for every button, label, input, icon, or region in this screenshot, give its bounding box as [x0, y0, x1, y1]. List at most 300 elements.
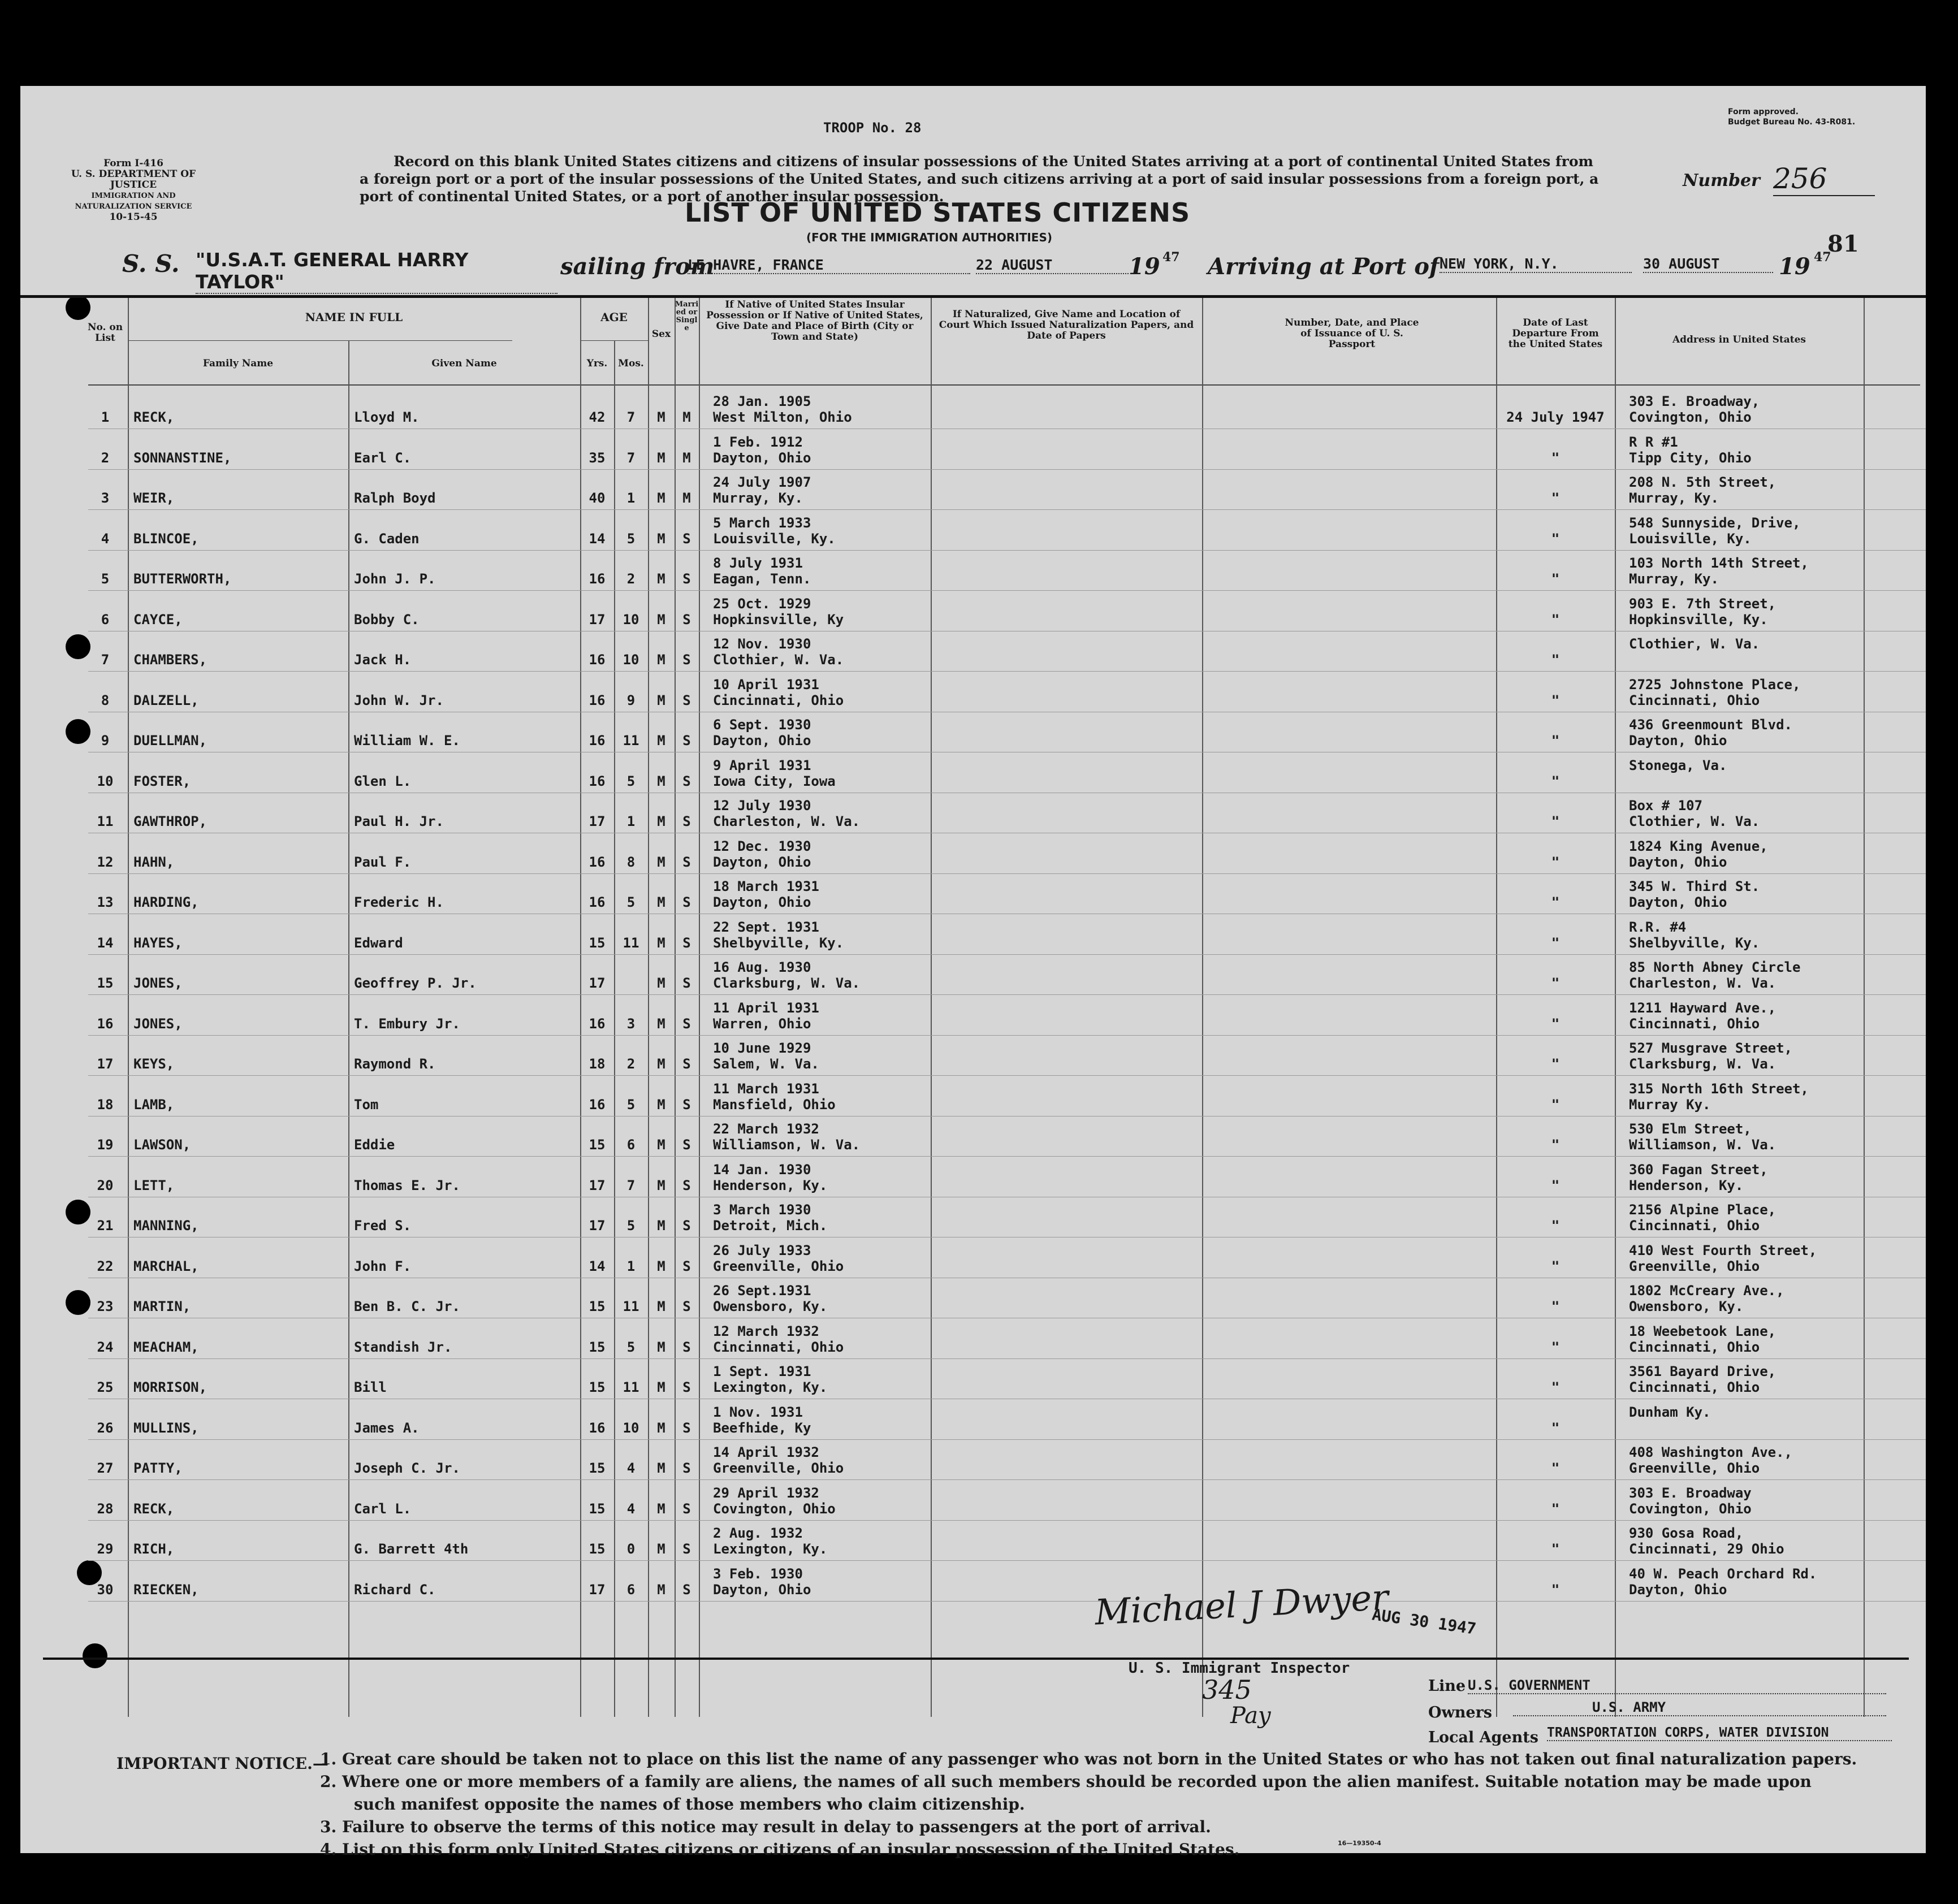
cell-departure: "	[1551, 530, 1560, 547]
cell-addr2: Hopkinsville, Ky.	[1629, 611, 1768, 628]
cell-departure: "	[1551, 1015, 1560, 1032]
cell-addr1: 436 Greenmount Blvd.	[1629, 717, 1792, 733]
cell-family: HAYES,	[133, 934, 183, 951]
cell-no: 25	[97, 1379, 114, 1395]
punch-hole	[66, 295, 90, 320]
cell-mos: 10	[623, 652, 639, 668]
cell-family: LAMB,	[133, 1096, 175, 1113]
cell-birth2: Dayton, Ohio	[713, 449, 811, 466]
cell-yrs: 14	[589, 1258, 606, 1274]
cell-addr2: Williamson, W. Va.	[1629, 1137, 1777, 1153]
cell-mos: 11	[623, 1379, 639, 1395]
cell-given: Bobby C.	[354, 611, 420, 628]
passenger-table	[20, 389, 1926, 1604]
cell-addr1: 40 W. Peach Orchard Rd.	[1629, 1565, 1817, 1582]
cell-birth2: Dayton, Ohio	[713, 1581, 811, 1598]
cell-birth1: 14 April 1932	[713, 1444, 819, 1460]
cell-sex: M	[657, 530, 665, 547]
cell-addr1: 1802 McCreary Ave.,	[1629, 1283, 1784, 1299]
cell-family: RICH,	[133, 1541, 175, 1557]
inspector-signature: Michael J Dwyer	[1093, 1576, 1390, 1633]
cell-departure: "	[1551, 1258, 1560, 1274]
sail-year: 47	[1162, 250, 1180, 265]
cell-no: 20	[97, 1177, 114, 1193]
cell-birth1: 2 Aug. 1932	[713, 1525, 803, 1541]
cell-no: 7	[101, 652, 110, 668]
cell-no: 28	[97, 1500, 114, 1517]
cell-departure: "	[1551, 449, 1560, 466]
cell-yrs: 16	[589, 1096, 606, 1113]
cell-given: Paul F.	[354, 854, 412, 870]
cell-given: Joseph C. Jr.	[354, 1460, 460, 1476]
cell-sex: M	[657, 409, 665, 425]
col-header-sex: Sex	[651, 328, 671, 340]
cell-no: 18	[97, 1096, 114, 1113]
cell-departure: "	[1551, 894, 1560, 910]
cell-addr2: Murray, Ky.	[1629, 571, 1719, 587]
passenger-row	[20, 389, 1926, 429]
cell-birth1: 14 Jan. 1930	[713, 1161, 811, 1178]
cell-addr1: 360 Fagan Street,	[1629, 1161, 1768, 1178]
passenger-row	[20, 510, 1926, 551]
cell-addr2: Dayton, Ohio	[1629, 1581, 1727, 1598]
manifest-sheet	[20, 86, 1926, 1859]
ship-name: "U.S.A.T. GENERAL HARRY TAYLOR"	[196, 249, 557, 294]
cell-no: 13	[97, 894, 114, 910]
cell-family: HARDING,	[133, 894, 199, 910]
cell-yrs: 15	[589, 1460, 606, 1476]
cell-birth2: Cincinnati, Ohio	[713, 692, 844, 708]
cell-family: FOSTER,	[133, 773, 191, 789]
cell-sex: M	[657, 894, 665, 910]
cell-birth1: 3 March 1930	[713, 1202, 811, 1218]
cell-birth1: 10 June 1929	[713, 1040, 811, 1056]
passenger-row	[20, 672, 1926, 712]
cell-addr1: R.R. #4	[1629, 919, 1687, 935]
passenger-row	[20, 874, 1926, 914]
notice-item: 1. Great care should be taken not to place on this list the name of any passenger who was not born in the United States or who has not taken out final naturalization papers.	[320, 1750, 1857, 1768]
cell-departure: "	[1551, 1541, 1560, 1557]
cell-birth2: Williamson, W. Va.	[713, 1137, 861, 1153]
cell-departure: "	[1551, 1096, 1560, 1113]
name-header-rule	[128, 340, 512, 341]
cell-yrs: 17	[589, 975, 606, 991]
cell-addr2: Dayton, Ohio	[1629, 894, 1727, 910]
cell-birth2: Eagan, Tenn.	[713, 571, 811, 587]
cell-no: 2	[101, 449, 110, 466]
cell-birth1: 22 March 1932	[713, 1121, 819, 1137]
cell-sex: M	[657, 854, 665, 870]
cell-addr2: Cincinnati, 29 Ohio	[1629, 1541, 1784, 1557]
cell-ms: S	[682, 692, 691, 708]
cell-departure: "	[1551, 571, 1560, 587]
cell-addr2: Clothier, W. Va.	[1629, 813, 1760, 829]
cell-yrs: 16	[589, 692, 606, 708]
cell-given: Jack H.	[354, 652, 412, 668]
cell-mos: 5	[626, 1339, 636, 1355]
col-header-given: Given Name	[431, 358, 497, 369]
cell-family: HAHN,	[133, 854, 175, 870]
passenger-row	[20, 996, 1926, 1036]
cell-birth2: Hopkinsville, Ky	[713, 611, 844, 628]
cell-given: William W. E.	[354, 733, 460, 748]
cell-given: Bill	[354, 1379, 387, 1395]
record-instructions: Record on this blank United States citizens and citizens of insular possessions of the United States arriving at a port of continental United States from a foreign port or a port of the insular possessions of the United States, and such citizens arriving at a port of said insular possessions from a foreign port, a port of continental United States, or a port of another insular possession.	[360, 153, 1599, 205]
cell-mos: 7	[626, 449, 636, 466]
cell-family: RIECKEN,	[133, 1581, 199, 1598]
cell-given: Carl L.	[354, 1500, 412, 1517]
cell-family: JONES,	[133, 975, 183, 991]
cell-given: Ben B. C. Jr.	[354, 1299, 460, 1314]
cell-sex: M	[657, 1096, 665, 1113]
passenger-row	[20, 1238, 1926, 1278]
owners-label: Owners	[1428, 1704, 1492, 1721]
cell-addr2: Shelbyville, Ky.	[1629, 934, 1760, 951]
cell-sex: M	[657, 490, 665, 506]
cell-addr2: Murray, Ky.	[1629, 490, 1719, 506]
cell-departure: "	[1551, 1420, 1560, 1436]
cell-birth1: 24 July 1907	[713, 474, 811, 490]
cell-addr2: Greenville, Ohio	[1629, 1460, 1760, 1476]
cell-family: BUTTERWORTH,	[133, 571, 232, 587]
notice-item: such manifest opposite the names of those members who claim citizenship.	[354, 1795, 1025, 1814]
cell-yrs: 16	[589, 733, 606, 748]
cell-mos: 5	[626, 1218, 636, 1234]
cell-given: Ralph Boyd	[354, 490, 436, 506]
cell-family: MEACHAM,	[133, 1339, 199, 1355]
arriving-label: Arriving at Port of	[1208, 253, 1440, 280]
cell-departure: "	[1551, 611, 1560, 628]
print-code: 16—19350-4	[1338, 1840, 1381, 1847]
passenger-row	[20, 915, 1926, 955]
passenger-row	[20, 1319, 1926, 1359]
cell-addr2: Covington, Ohio	[1629, 1500, 1752, 1517]
cell-ms: M	[682, 449, 691, 466]
cell-mos: 7	[626, 1177, 636, 1193]
cell-no: 19	[97, 1137, 114, 1153]
cell-sex: M	[657, 1056, 665, 1072]
cell-addr1: Dunham Ky.	[1629, 1404, 1711, 1420]
cell-addr1: 530 Elm Street,	[1629, 1121, 1752, 1137]
cell-birth1: 9 April 1931	[713, 757, 811, 773]
cell-mos: 11	[623, 733, 639, 748]
col-header-married: Married or Single	[675, 300, 699, 332]
cell-birth1: 18 March 1931	[713, 879, 819, 894]
cell-no: 27	[97, 1460, 114, 1476]
cell-given: T. Embury Jr.	[354, 1015, 460, 1032]
cell-addr2: Cincinnati, Ohio	[1629, 1339, 1760, 1355]
arrival-stamp: AUG 30 1947	[1371, 1605, 1477, 1638]
cell-birth2: Detroit, Mich.	[713, 1218, 828, 1234]
cell-mos: 7	[626, 409, 636, 425]
cell-ms: S	[682, 1177, 691, 1193]
cell-addr2: Greenville, Ohio	[1629, 1258, 1760, 1274]
cell-family: BLINCOE,	[133, 530, 199, 547]
cell-ms: S	[682, 934, 691, 951]
cell-departure: "	[1551, 1218, 1560, 1234]
arrival-year: 47	[1814, 250, 1831, 265]
owners-value: U.S. ARMY	[1513, 1699, 1886, 1716]
notice-item: 4. List on this form only United States citizens or citizens of an insular possession of the United States.	[320, 1840, 1240, 1859]
passenger-row	[20, 1561, 1926, 1602]
line-label: Line	[1428, 1677, 1466, 1695]
cell-no: 12	[97, 854, 114, 870]
cell-ms: S	[682, 1460, 691, 1476]
cell-addr1: 103 North 14th Street,	[1629, 555, 1809, 571]
cell-departure: "	[1551, 854, 1560, 870]
cell-ms: S	[682, 1218, 691, 1234]
cell-family: LAWSON,	[133, 1137, 191, 1153]
cell-addr1: 1824 King Avenue,	[1629, 838, 1768, 854]
cell-given: John W. Jr.	[354, 692, 444, 708]
col-header-family: Family Name	[202, 358, 274, 369]
cell-birth2: Salem, W. Va.	[713, 1056, 819, 1072]
cell-no: 1	[101, 409, 110, 425]
cell-birth1: 3 Feb. 1930	[713, 1565, 803, 1582]
cell-birth2: Dayton, Ohio	[713, 733, 811, 748]
cell-birth1: 25 Oct. 1929	[713, 595, 811, 612]
cell-given: John F.	[354, 1258, 412, 1274]
cell-ms: S	[682, 571, 691, 587]
cell-birth1: 26 July 1933	[713, 1242, 811, 1258]
cell-birth2: Dayton, Ohio	[713, 854, 811, 870]
cell-birth2: Henderson, Ky.	[713, 1177, 828, 1193]
cell-addr1: 85 North Abney Circle	[1629, 959, 1801, 975]
cell-addr1: 315 North 16th Street,	[1629, 1080, 1809, 1097]
cell-birth1: 12 Nov. 1930	[713, 636, 811, 652]
cell-sex: M	[657, 611, 665, 628]
cell-birth1: 1 Sept. 1931	[713, 1364, 811, 1379]
cell-given: Paul H. Jr.	[354, 813, 444, 829]
cell-sex: M	[657, 1339, 665, 1355]
passenger-row	[20, 1157, 1926, 1197]
cell-yrs: 17	[589, 1218, 606, 1234]
cell-yrs: 15	[589, 1299, 606, 1314]
cell-no: 9	[101, 733, 110, 748]
col-header-address: Address in United States	[1672, 334, 1806, 345]
cell-departure: "	[1551, 733, 1560, 748]
cell-departure: "	[1551, 1056, 1560, 1072]
cell-family: DALZELL,	[133, 692, 199, 708]
cell-no: 15	[97, 975, 114, 991]
notice-item: 2. Where one or more members of a family are aliens, the names of all such members should be recorded upon the alien manifest. Suitable notation may be made upon	[320, 1772, 1812, 1791]
cell-birth1: 5 March 1933	[713, 514, 811, 531]
cell-addr2: Cincinnati, Ohio	[1629, 1015, 1760, 1032]
cell-yrs: 17	[589, 1581, 606, 1598]
cell-ms: S	[682, 975, 691, 991]
passenger-row	[20, 1481, 1926, 1521]
cell-yrs: 16	[589, 854, 606, 870]
cell-family: SONNANSTINE,	[133, 449, 232, 466]
cell-mos: 5	[626, 530, 636, 547]
cell-departure: "	[1551, 490, 1560, 506]
cell-ms: S	[682, 1015, 691, 1032]
troop-number: TROOP No. 28	[823, 120, 922, 136]
passenger-row	[20, 712, 1926, 752]
agents-value: TRANSPORTATION CORPS, WATER DIVISION	[1547, 1725, 1892, 1741]
cell-no: 29	[97, 1541, 114, 1557]
cell-departure: "	[1551, 692, 1560, 708]
cell-given: Tom	[354, 1096, 379, 1113]
col-header-passport: Number, Date, and Place of Issuance of U. S. Passport	[1285, 317, 1419, 350]
sailing-from: LE HAVRE, FRANCE	[688, 257, 970, 274]
cell-given: Thomas E. Jr.	[354, 1177, 460, 1193]
cell-sex: M	[657, 1218, 665, 1234]
cell-birth2: Louisville, Ky.	[713, 530, 836, 547]
cell-ms: S	[682, 1339, 691, 1355]
passenger-row	[20, 430, 1926, 470]
cell-addr1: 408 Washington Ave.,	[1629, 1444, 1792, 1460]
page-title: LIST OF UNITED STATES CITIZENS	[685, 197, 1191, 228]
cell-given: Frederic H.	[354, 894, 444, 910]
cell-mos: 4	[626, 1460, 636, 1476]
cell-given: G. Caden	[354, 530, 420, 547]
budget-bureau: Budget Bureau No. 43-R081.	[1728, 118, 1856, 127]
cell-yrs: 16	[589, 652, 606, 668]
cell-departure: "	[1551, 1379, 1560, 1395]
arrival-date: 30 AUGUST	[1643, 256, 1773, 273]
cell-given: Standish Jr.	[354, 1339, 452, 1355]
cell-sex: M	[657, 813, 665, 829]
cell-addr2: Dayton, Ohio	[1629, 854, 1727, 870]
cell-family: WEIR,	[133, 490, 175, 506]
cell-birth2: Beefhide, Ky	[713, 1420, 811, 1436]
cell-birth1: 28 Jan. 1905	[713, 393, 811, 409]
cell-no: 16	[97, 1015, 114, 1032]
cell-mos: 2	[626, 571, 636, 587]
col-header-yrs: Yrs.	[586, 358, 608, 369]
important-notice	[320, 1748, 1903, 1861]
cell-addr2: Dayton, Ohio	[1629, 733, 1727, 748]
sailing-from-label: sailing from	[560, 253, 715, 280]
cell-sex: M	[657, 1137, 665, 1153]
cell-addr2: Cincinnati, Ohio	[1629, 692, 1760, 708]
col-header-mos: Mos.	[618, 358, 644, 369]
cell-no: 5	[101, 571, 110, 587]
cell-ms: S	[682, 1500, 691, 1517]
passenger-row	[20, 631, 1926, 672]
cell-departure: "	[1551, 1339, 1560, 1355]
passenger-row	[20, 1400, 1926, 1440]
cell-family: MARCHAL,	[133, 1258, 199, 1274]
passenger-row	[20, 1076, 1926, 1117]
number-label: Number	[1683, 171, 1760, 191]
cell-sex: M	[657, 652, 665, 668]
cell-addr2: Louisville, Ky.	[1629, 530, 1752, 547]
cell-departure: "	[1551, 1581, 1560, 1598]
cell-mos: 1	[626, 813, 636, 829]
cell-addr1: 548 Sunnyside, Drive,	[1629, 514, 1801, 531]
cell-sex: M	[657, 773, 665, 789]
cell-departure: "	[1551, 652, 1560, 668]
cell-family: MANNING,	[133, 1218, 199, 1234]
passenger-row	[20, 1036, 1926, 1076]
cell-mos: 10	[623, 1420, 639, 1436]
cell-birth1: 6 Sept. 1930	[713, 717, 811, 733]
cell-sex: M	[657, 1379, 665, 1395]
cell-mos: 9	[626, 692, 636, 708]
cell-ms: S	[682, 1420, 691, 1436]
cell-mos: 11	[623, 934, 639, 951]
cell-no: 26	[97, 1420, 114, 1436]
cell-family: MULLINS,	[133, 1420, 199, 1436]
cell-birth2: Covington, Ohio	[713, 1500, 836, 1517]
cell-addr1: 303 E. Broadway,	[1629, 393, 1760, 409]
cell-sex: M	[657, 1299, 665, 1314]
page-mark: 81	[1827, 231, 1859, 257]
cell-ms: S	[682, 894, 691, 910]
cell-no: 3	[101, 490, 110, 506]
arrival-year-prefix: 19	[1779, 253, 1810, 280]
cell-family: RECK,	[133, 1500, 175, 1517]
cell-given: Eddie	[354, 1137, 395, 1153]
cell-addr1: 1211 Hayward Ave.,	[1629, 999, 1777, 1016]
cell-departure: "	[1551, 1460, 1560, 1476]
cell-sex: M	[657, 449, 665, 466]
passenger-row	[20, 955, 1926, 995]
cell-ms: S	[682, 854, 691, 870]
arrival-port: NEW YORK, N.Y.	[1440, 256, 1632, 273]
cell-birth1: 12 Dec. 1930	[713, 838, 811, 854]
passenger-row	[20, 753, 1926, 793]
header-bottom-rule	[88, 384, 1920, 386]
cell-birth2: Warren, Ohio	[713, 1015, 811, 1032]
cell-departure: "	[1551, 1177, 1560, 1193]
cell-ms: M	[682, 409, 691, 425]
passenger-row	[20, 591, 1926, 631]
cell-birth1: 22 Sept. 1931	[713, 919, 819, 935]
cell-given: Raymond R.	[354, 1056, 436, 1072]
cell-ms: S	[682, 530, 691, 547]
cell-departure: "	[1551, 934, 1560, 951]
cell-family: DUELLMAN,	[133, 733, 208, 748]
passenger-row	[20, 551, 1926, 591]
cell-yrs: 15	[589, 1541, 606, 1557]
passenger-row	[20, 1521, 1926, 1561]
cell-addr1: R R #1	[1629, 434, 1678, 450]
cell-mos: 2	[626, 1056, 636, 1072]
passenger-row	[20, 1117, 1926, 1157]
notice-title: IMPORTANT NOTICE.—	[116, 1754, 329, 1773]
cell-mos: 4	[626, 1500, 636, 1517]
cell-yrs: 15	[589, 1500, 606, 1517]
cell-birth2: Iowa City, Iowa	[713, 773, 836, 789]
cell-sex: M	[657, 1460, 665, 1476]
cell-addr2: Clarksburg, W. Va.	[1629, 1056, 1777, 1072]
cell-birth2: Clothier, W. Va.	[713, 652, 844, 668]
cell-family: RECK,	[133, 409, 175, 425]
cell-ms: S	[682, 652, 691, 668]
cell-birth2: Charleston, W. Va.	[713, 813, 861, 829]
cell-addr1: 208 N. 5th Street,	[1629, 474, 1777, 490]
col-header-departure: Date of Last Departure From the United States	[1508, 317, 1603, 350]
cell-departure: 24 July 1947	[1506, 409, 1605, 425]
cell-departure: "	[1551, 773, 1560, 789]
cell-family: GAWTHROP,	[133, 813, 208, 829]
passenger-row	[20, 834, 1926, 874]
cell-ms: S	[682, 1096, 691, 1113]
cell-addr1: 903 E. 7th Street,	[1629, 595, 1777, 612]
cell-ms: S	[682, 773, 691, 789]
cell-birth2: Shelbyville, Ky.	[713, 934, 844, 951]
cell-addr1: 527 Musgrave Street,	[1629, 1040, 1792, 1056]
col-header-no: No. on List	[87, 322, 123, 344]
passenger-row	[20, 1359, 1926, 1399]
sail-year-prefix: 19	[1129, 253, 1160, 280]
cell-addr1: 410 West Fourth Street,	[1629, 1242, 1817, 1258]
cell-birth1: 12 March 1932	[713, 1323, 819, 1339]
cell-departure: "	[1551, 975, 1560, 991]
